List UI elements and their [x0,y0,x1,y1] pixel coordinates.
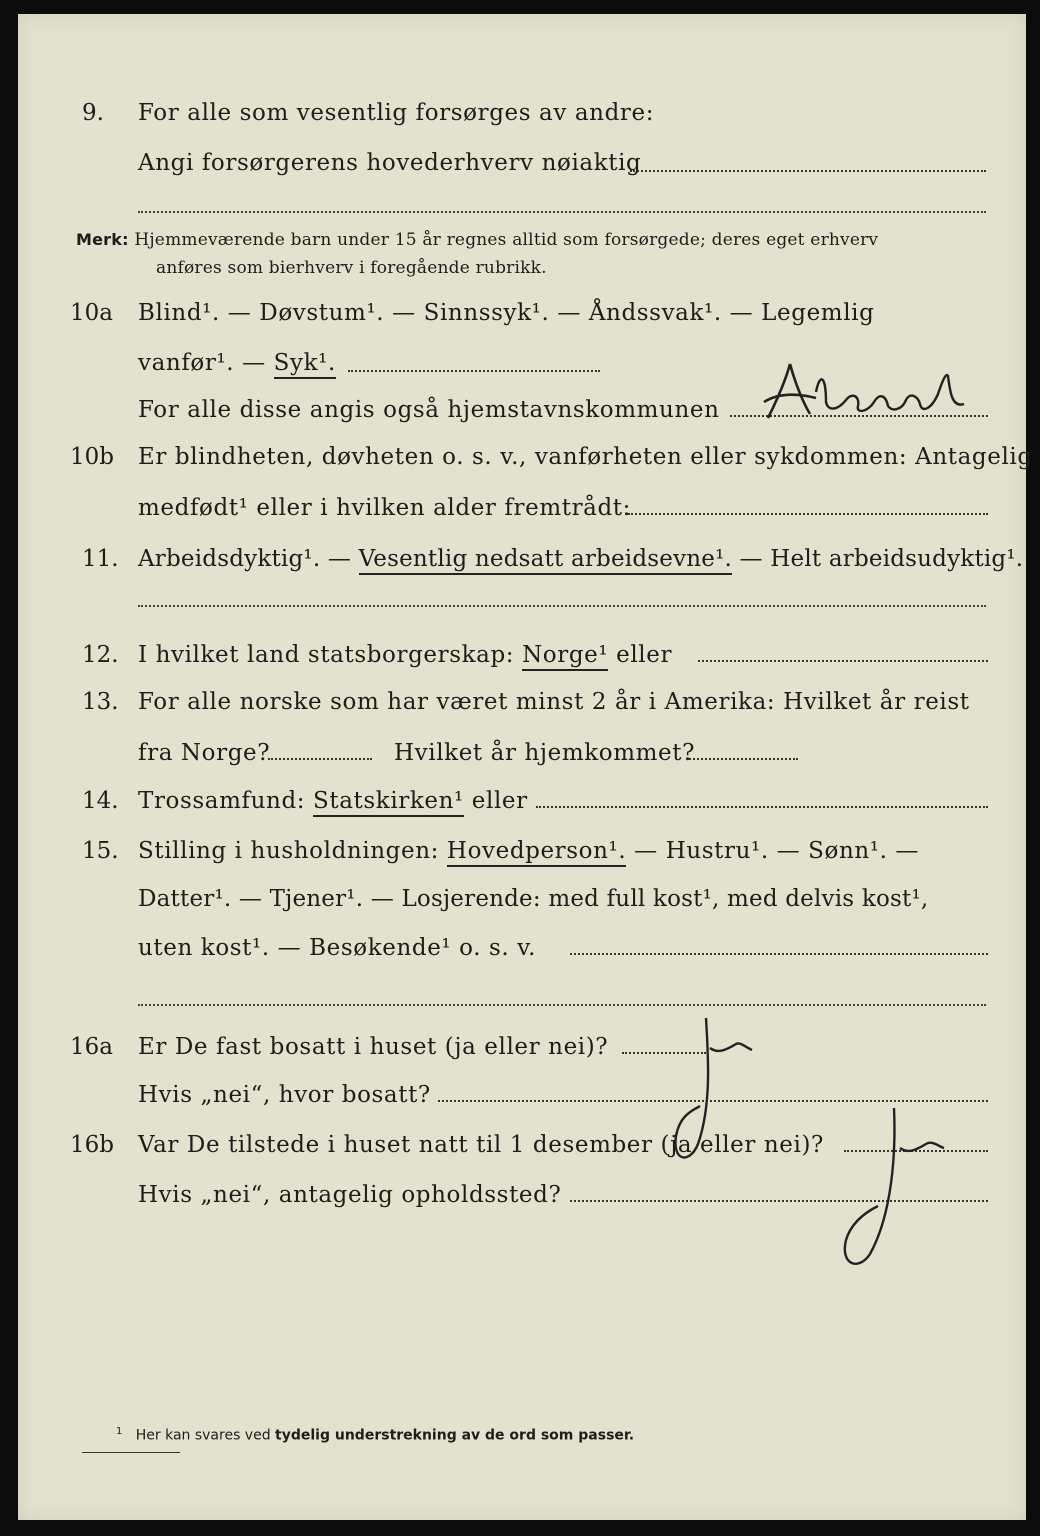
q9-answer-line [630,170,986,172]
q10a-line3: For alle disse angis også hjemstavnskommunen [138,397,720,423]
q9-line1: For alle som vesentlig forsørges av andre: [138,100,655,126]
q11-line [138,548,1023,571]
q12-answer-line [698,660,988,662]
q11-post: — Helt arbeidsudyktig¹. [732,546,1024,572]
footnote-rule [82,1452,180,1453]
q9-extra-line [138,211,986,213]
q11-underlined: Vesentlig nedsatt arbeidsevne¹. [359,546,732,575]
q16b-line2: Hvis „nei“, antagelig opholdssted? [138,1182,562,1208]
q15-answer-line [570,953,988,955]
q12-post: eller [608,642,673,668]
q15-line1 [138,840,919,863]
q10a-syk-underlined: Syk¹. [274,350,336,379]
q14-number: 14. [82,788,119,814]
q16b-line1: Var De tilstede i huset natt til 1 desember (ja eller nei)? [138,1132,824,1158]
census-form-page [18,14,1033,1520]
q10a-number: 10a [70,300,113,326]
q10a-line2-text: vanfør¹. — [138,350,274,376]
merk-text1: Hjemmeværende barn under 15 år regnes alltid som forsørgede; deres eget erhverv [134,230,879,250]
q16a-line2: Hvis „nei“, hvor bosatt? [138,1082,431,1108]
q14-underlined: Statskirken¹ [313,788,464,817]
q11-pre: Arbeidsdyktig¹. — [138,546,359,572]
q10a-handwritten-answer [750,352,990,424]
q15-extra-line [138,1004,986,1006]
q13-number: 13. [82,689,119,715]
q16b-handwritten-answer [818,1104,968,1274]
q14-answer-line [536,806,988,808]
q16a-number: 16a [70,1034,113,1060]
q14-pre: Trossamfund: [138,788,314,814]
q15-line3: uten kost¹. — Besøkende¹ o. s. v. [138,935,537,961]
merk-label: Merk: [76,230,129,249]
q15-line1-pre: Stilling i husholdningen: [138,838,447,864]
q13-line1: For alle norske som har været minst 2 år i Amerika: Hvilket år reist [138,689,970,715]
q16a-line1: Er De fast bosatt i huset (ja eller nei)? [138,1034,609,1060]
q16b-number: 16b [70,1132,114,1158]
q10a-line2 [138,352,336,375]
footnote-bold: tydelig understrekning av de ord som passer. [275,1427,635,1444]
q14-post: eller [463,788,528,814]
footnote-mark: 1 [116,1426,123,1437]
q9-number: 9. [82,100,104,126]
q9-line2: Angi forsørgerens hovederhverv nøiaktig [138,150,642,176]
q10b-line2: medfødt¹ eller i hvilken alder fremtrådt: [138,495,631,521]
footnote-pre: Her kan svares ved [135,1427,276,1444]
q10b-number: 10b [70,444,114,470]
footnote [116,1426,634,1444]
q10a-line1: Blind¹. — Døvstum¹. — Sinnssyk¹. — Åndssvak¹. — Legemlig [138,300,875,326]
q13-line2a: fra Norge? [138,740,271,766]
q12-underlined: Norge¹ [522,642,608,671]
q15-number: 15. [82,838,119,864]
q12-pre: I hvilket land statsborgerskap: [138,642,523,668]
q12-line [138,644,672,667]
q12-number: 12. [82,642,119,668]
q13-hjemkommet-line [686,758,798,760]
q15-line2: Datter¹. — Tjener¹. — Losjerende: med full kost¹, med delvis kost¹, [138,886,929,912]
merk-line1 [76,232,878,249]
q10b-line1: Er blindheten, døvheten o. s. v., vanførheten eller sykdommen: Antagelig [138,444,1033,470]
q11-number: 11. [82,546,119,572]
q10b-answer-line [628,513,988,515]
q15-line1-post: — Hustru¹. — Sønn¹. — [626,838,920,864]
q10a-line2-fill [348,370,600,372]
q14-line [138,790,528,813]
q15-underlined: Hovedperson¹. [447,838,626,867]
q13-reist-line [268,758,372,760]
q11-extra-line [138,605,986,607]
q13-line2b: Hvilket år hjemkommet? [394,740,696,766]
merk-line2: anføres som bierhverv i foregående rubrikk. [156,258,547,278]
